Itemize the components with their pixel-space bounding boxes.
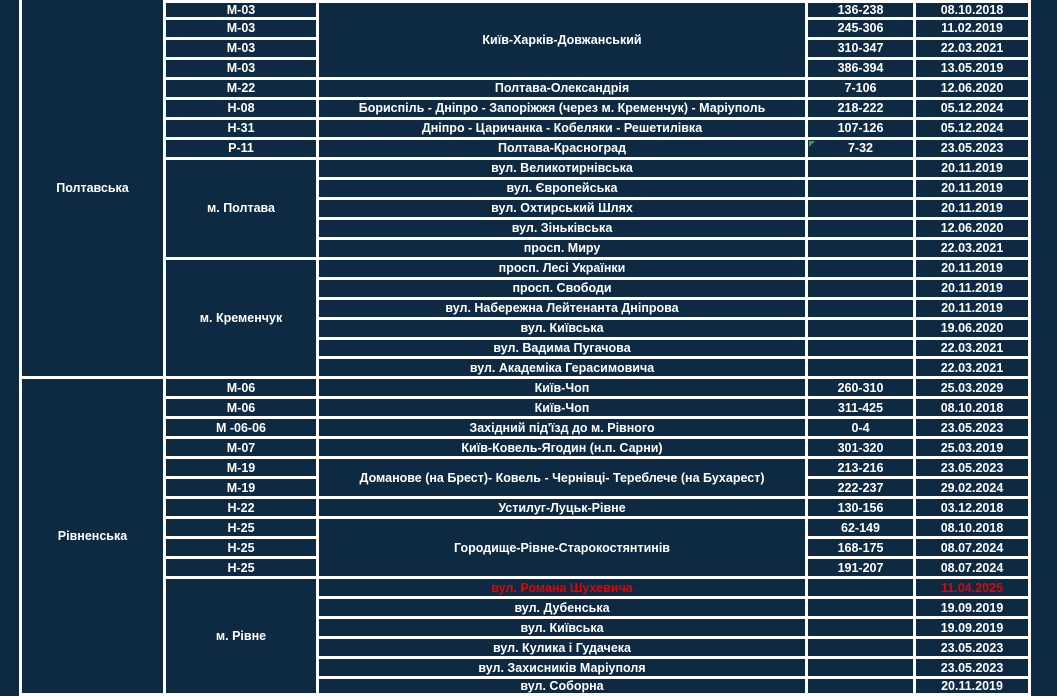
- date-cell[interactable]: 03.12.2018: [916, 499, 1028, 516]
- street-name-cell[interactable]: вул. Європейська: [319, 180, 805, 197]
- street-name-cell[interactable]: просп. Миру: [319, 240, 805, 257]
- km-cell[interactable]: 245-306: [808, 20, 913, 37]
- km-cell[interactable]: [808, 200, 913, 217]
- street-name-cell[interactable]: вул. Захисників Маріуполя: [319, 659, 805, 676]
- date-cell[interactable]: 22.03.2021: [916, 359, 1028, 376]
- date-cell[interactable]: 20.11.2019: [916, 260, 1028, 277]
- km-cell[interactable]: 260-310: [808, 379, 913, 396]
- date-cell[interactable]: 05.12.2024: [916, 100, 1028, 117]
- date-cell[interactable]: 20.11.2019: [916, 200, 1028, 217]
- km-cell[interactable]: [808, 240, 913, 257]
- km-cell[interactable]: 62-149: [808, 519, 913, 536]
- date-cell[interactable]: 05.12.2024: [916, 120, 1028, 137]
- road-name-cell[interactable]: Київ-Чоп: [319, 399, 805, 416]
- road-code-cell[interactable]: М-07: [166, 439, 316, 456]
- date-cell[interactable]: 23.05.2023: [916, 659, 1028, 676]
- date-cell[interactable]: 08.10.2018: [916, 519, 1028, 536]
- date-cell[interactable]: 19.09.2019: [916, 619, 1028, 636]
- street-name-cell[interactable]: вул. Кулика і Гудачека: [319, 639, 805, 656]
- road-code-cell[interactable]: М-19: [166, 459, 316, 476]
- km-cell[interactable]: 168-175: [808, 539, 913, 556]
- km-cell[interactable]: [808, 359, 913, 376]
- date-cell[interactable]: 20.11.2019: [916, 180, 1028, 197]
- km-cell[interactable]: [808, 340, 913, 357]
- road-code-cell[interactable]: М-03: [166, 20, 316, 37]
- km-cell[interactable]: 0-4: [808, 419, 913, 436]
- date-cell[interactable]: 11.02.2019: [916, 20, 1028, 37]
- km-cell[interactable]: 107-126: [808, 120, 913, 137]
- km-cell[interactable]: [808, 280, 913, 297]
- date-cell[interactable]: 20.11.2019: [916, 160, 1028, 177]
- road-code-cell[interactable]: Н-25: [166, 519, 316, 536]
- road-name-cell[interactable]: Полтава-Красноград: [319, 140, 805, 157]
- km-cell[interactable]: [808, 579, 913, 596]
- street-name-cell[interactable]: вул. Романа Шухевича: [319, 579, 805, 596]
- city-cell[interactable]: м. Кременчук: [166, 260, 316, 377]
- km-cell[interactable]: 222-237: [808, 479, 913, 496]
- street-name-cell[interactable]: вул. Київська: [319, 619, 805, 636]
- date-cell[interactable]: 25.03.2019: [916, 439, 1028, 456]
- street-name-cell[interactable]: просп. Лесі Українки: [319, 260, 805, 277]
- road-code-cell[interactable]: Н-31: [166, 120, 316, 137]
- km-cell[interactable]: [808, 619, 913, 636]
- km-cell[interactable]: 213-216: [808, 459, 913, 476]
- road-code-cell[interactable]: Н-25: [166, 559, 316, 576]
- km-cell[interactable]: 191-207: [808, 559, 913, 576]
- date-cell[interactable]: 11.04.2025: [916, 579, 1028, 596]
- km-cell[interactable]: [808, 180, 913, 197]
- street-name-cell[interactable]: вул. Вадима Пугачова: [319, 340, 805, 357]
- region-cell[interactable]: Полтавська: [22, 0, 163, 376]
- date-cell[interactable]: 23.05.2023: [916, 459, 1028, 476]
- date-cell[interactable]: 12.06.2020: [916, 80, 1028, 97]
- km-cell[interactable]: 7-106: [808, 80, 913, 97]
- date-cell[interactable]: 13.05.2019: [916, 60, 1028, 77]
- date-cell[interactable]: 22.03.2021: [916, 340, 1028, 357]
- road-name-cell[interactable]: Бориспіль - Дніпро - Запоріжжя (через м. Кременчук) - Маріуполь: [319, 100, 805, 117]
- road-name-cell[interactable]: Західний під'їзд до м. Рівного: [319, 419, 805, 436]
- city-cell[interactable]: м. Полтава: [166, 160, 316, 257]
- km-cell[interactable]: 310-347: [808, 40, 913, 57]
- road-code-cell[interactable]: Н-25: [166, 539, 316, 556]
- km-cell[interactable]: [808, 599, 913, 616]
- right-strip: [1031, 0, 1057, 696]
- road-name-cell[interactable]: Київ-Харків-Довжанський: [319, 0, 805, 77]
- date-cell[interactable]: 08.10.2018: [916, 0, 1028, 17]
- km-cell[interactable]: [808, 320, 913, 337]
- road-code-cell[interactable]: М -06-06: [166, 419, 316, 436]
- date-cell[interactable]: 08.07.2024: [916, 539, 1028, 556]
- km-cell[interactable]: 136-238: [808, 0, 913, 17]
- km-cell[interactable]: 311-425: [808, 399, 913, 416]
- km-cell[interactable]: [808, 659, 913, 676]
- road-code-cell[interactable]: Н-08: [166, 100, 316, 117]
- km-cell[interactable]: [808, 260, 913, 277]
- left-strip: [0, 0, 19, 696]
- street-name-cell[interactable]: вул. Київська: [319, 320, 805, 337]
- date-cell[interactable]: 29.02.2024: [916, 479, 1028, 496]
- road-name-cell[interactable]: Дніпро - Царичанка - Кобеляки - Решетилівка: [319, 120, 805, 137]
- road-name-cell[interactable]: Полтава-Олександрія: [319, 80, 805, 97]
- road-name-cell[interactable]: Городище-Рівне-Старокостянтинів: [319, 519, 805, 576]
- date-cell[interactable]: 20.11.2019: [916, 679, 1028, 696]
- street-name-cell[interactable]: вул. Дубенська: [319, 599, 805, 616]
- road-code-cell[interactable]: М-03: [166, 40, 316, 57]
- road-code-cell[interactable]: М-03: [166, 60, 316, 77]
- road-name-cell[interactable]: Доманове (на Брест)- Ковель - Чернівці- Тереблече (на Бухарест): [319, 459, 805, 496]
- city-cell[interactable]: м. Рівне: [166, 579, 316, 696]
- street-name-cell[interactable]: вул. Охтирський Шлях: [319, 200, 805, 217]
- km-cell[interactable]: [808, 679, 913, 696]
- date-cell[interactable]: 22.03.2021: [916, 40, 1028, 57]
- road-code-cell[interactable]: Н-22: [166, 499, 316, 516]
- region-cell[interactable]: Рівненська: [22, 379, 163, 696]
- road-code-cell[interactable]: М-06: [166, 399, 316, 416]
- date-cell[interactable]: 22.03.2021: [916, 240, 1028, 257]
- date-cell[interactable]: 08.10.2018: [916, 399, 1028, 416]
- street-name-cell[interactable]: вул. Соборна: [319, 679, 805, 696]
- km-cell[interactable]: [808, 300, 913, 317]
- date-cell[interactable]: 23.05.2023: [916, 419, 1028, 436]
- km-cell[interactable]: 386-394: [808, 60, 913, 77]
- date-cell[interactable]: 25.03.2029: [916, 379, 1028, 396]
- street-name-cell[interactable]: вул. Зіньківська: [319, 220, 805, 237]
- street-name-cell[interactable]: просп. Свободи: [319, 280, 805, 297]
- date-cell[interactable]: 08.07.2024: [916, 559, 1028, 576]
- road-code-cell[interactable]: М-03: [166, 0, 316, 17]
- road-name-cell[interactable]: Київ-Ковель-Ягодин (н.п. Сарни): [319, 439, 805, 456]
- date-cell[interactable]: 19.06.2020: [916, 320, 1028, 337]
- km-cell[interactable]: [808, 639, 913, 656]
- date-cell[interactable]: 23.05.2023: [916, 639, 1028, 656]
- road-name-cell[interactable]: Київ-Чоп: [319, 379, 805, 396]
- km-cell[interactable]: 301-320: [808, 439, 913, 456]
- road-code-cell[interactable]: М-19: [166, 479, 316, 496]
- km-cell[interactable]: [808, 220, 913, 237]
- road-code-cell[interactable]: М-06: [166, 379, 316, 396]
- street-name-cell[interactable]: вул. Великотирнівська: [319, 160, 805, 177]
- km-cell[interactable]: 218-222: [808, 100, 913, 117]
- road-code-cell[interactable]: М-22: [166, 80, 316, 97]
- road-name-cell[interactable]: Устилуг-Луцьк-Рівне: [319, 499, 805, 516]
- date-cell[interactable]: 23.05.2023: [916, 140, 1028, 157]
- date-cell[interactable]: 19.09.2019: [916, 599, 1028, 616]
- road-code-cell[interactable]: Р-11: [166, 140, 316, 157]
- date-cell[interactable]: 20.11.2019: [916, 280, 1028, 297]
- date-cell[interactable]: 12.06.2020: [916, 220, 1028, 237]
- street-name-cell[interactable]: вул. Академіка Герасимовича: [319, 359, 805, 376]
- km-cell[interactable]: 7-32: [808, 140, 913, 157]
- km-cell[interactable]: [808, 160, 913, 177]
- street-name-cell[interactable]: вул. Набережна Лейтенанта Дніпрова: [319, 300, 805, 317]
- date-cell[interactable]: 20.11.2019: [916, 300, 1028, 317]
- km-cell[interactable]: 130-156: [808, 499, 913, 516]
